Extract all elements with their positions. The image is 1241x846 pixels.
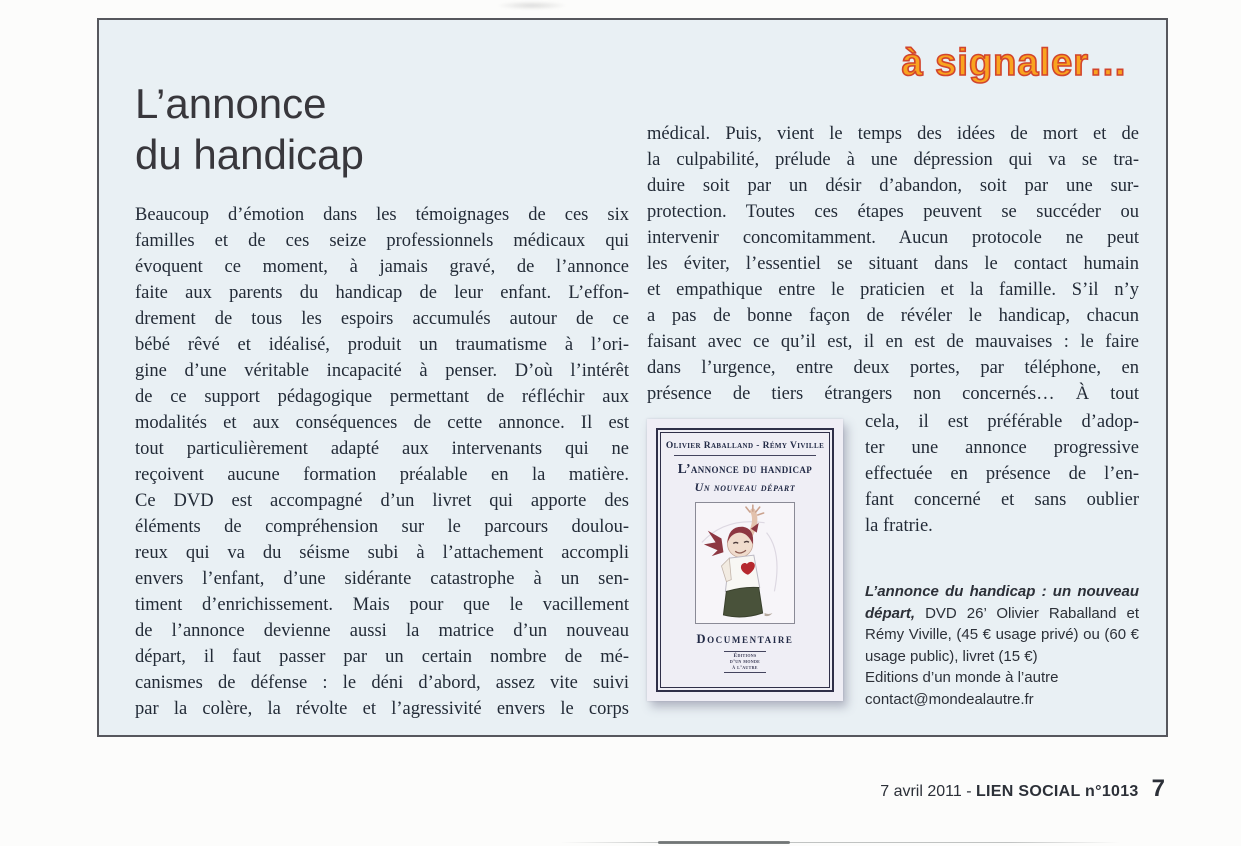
text-line: protection. Toutes ces étapes peuvent se succéder ou	[647, 202, 1139, 222]
text-line: drement de tous les espoirs accumulés autour de ce	[135, 309, 629, 329]
text-line: bébé rêvé et idéalisé, produit un traumatisme à l’ori-	[135, 335, 629, 355]
text-line: à l’autre	[732, 665, 758, 671]
article-panel	[97, 18, 1168, 737]
caption-title: L’annonce du handicap : un nouveau départ,	[865, 583, 1139, 622]
text-line: Ce DVD est accompagné d’un livret qui apporte des	[135, 491, 629, 511]
dvd-authors: Olivier Raballand - Rémy Viville	[665, 441, 825, 451]
text-line: évoquent ce moment, à jamais gravé, de l’annonce	[135, 257, 629, 277]
text-line: tout particulièrement adapté aux intervenants qui ne	[135, 439, 629, 459]
footer-page-number: 7	[1151, 775, 1165, 802]
text-line: intervenir concomitamment. Aucun protocole ne peut	[647, 228, 1139, 248]
text-line: fant concerné et sans oublier	[865, 490, 1139, 510]
article-title-line2: du handicap	[135, 131, 364, 178]
girl-drawing-illustration	[695, 502, 795, 624]
page-footer	[880, 775, 1165, 803]
text-line: la fratrie.	[865, 516, 933, 536]
text-line: faite aux parents du handicap de leur enfant. L’effon-	[135, 283, 629, 303]
text-line: et empathique entre le praticien et la famille. S’il n’y	[647, 280, 1139, 300]
right-column-text	[647, 121, 1139, 407]
dvd-publisher-logo	[724, 651, 766, 673]
text-line: ter une annonce progressive	[865, 438, 1139, 458]
dvd-caption	[865, 581, 1139, 710]
text-line: Éditions	[733, 653, 757, 659]
scan-smudge-artifact	[496, 1, 568, 10]
text-line: canismes de défense : le déni d’abord, assez vite suivi	[135, 673, 629, 693]
text-line: cela, il est préférable d’adop-	[865, 412, 1139, 432]
text-line: effectuée en présence de l’en-	[865, 464, 1139, 484]
dvd-subtitle: Un nouveau départ	[694, 480, 796, 494]
girl-illustration-svg	[696, 503, 794, 623]
text-line: présence de tiers étrangers non concernés… À tout	[647, 384, 1139, 404]
dvd-genre: Documentaire	[696, 632, 794, 646]
text-line: la culpabilité, prélude à une dépression qui va se tra-	[647, 150, 1139, 170]
dvd-cover-inner	[660, 432, 830, 688]
text-line: duire soit par un désir d’abandon, soit par une sur-	[647, 176, 1139, 196]
right-column	[647, 121, 1139, 710]
text-line: faisant avec ce qu’il est, il en est de mauvaises : le faire	[647, 332, 1139, 352]
text-line: départ, il faut passer par un certain nombre de mé-	[135, 647, 629, 667]
caption-contact: contact@mondealautre.fr	[865, 690, 1034, 708]
text-line: a pas de bonne façon de révéler le handicap, chacun	[647, 306, 1139, 326]
dvd-cover-card	[647, 419, 843, 701]
text-line: de ce support pédagogique permettant de réfléchir aux	[135, 387, 629, 407]
text-line: de l’annonce devienne aussi la matrice d’un nouveau	[135, 621, 629, 641]
caption-publisher: Editions d’un monde à l’autre	[865, 669, 1059, 686]
dvd-cover-frame	[656, 428, 834, 692]
caption-paragraph	[865, 581, 1139, 667]
footer-date: 7 avril 2011	[880, 783, 962, 800]
text-line: éléments de compréhension sur le parcours doulou-	[135, 517, 629, 537]
dvd-rule-divider	[674, 455, 816, 456]
text-line: médical. Puis, vient le temps des idées de mort et de	[647, 124, 1139, 144]
footer-magazine: LIEN SOCIAL n°1013	[975, 783, 1139, 800]
text-line: les éviter, l’essentiel se situant dans le contact humain	[647, 254, 1139, 274]
right-sub-column	[853, 409, 1139, 710]
text-line: reux qui va du séisme subi à l’attachement accompli	[135, 543, 629, 563]
right-column-wrap-text	[865, 409, 1139, 539]
text-line: modalités et aux conséquences de cette annonce. Il est	[135, 413, 629, 433]
media-row	[647, 409, 1139, 710]
article-title	[135, 78, 364, 180]
dvd-cover	[647, 409, 853, 710]
left-column-text	[135, 202, 629, 722]
scan-edge-line-artifact	[560, 842, 1120, 843]
article-title-line1: L’annonce	[135, 80, 327, 127]
section-label: à signaler…	[901, 42, 1128, 84]
text-line: Beaucoup d’émotion dans les témoignages de ces six	[135, 205, 629, 225]
text-line: timent d’enrichissement. Mais pour que le vacillement	[135, 595, 629, 615]
text-line: dans l’urgence, entre deux portes, par téléphone, en	[647, 358, 1139, 378]
scan-edge-dark-artifact	[658, 841, 790, 844]
text-line: gine d’une véritable incapacité à penser. D’où l’intérêt	[135, 361, 629, 381]
footer-separator: -	[961, 783, 976, 800]
text-line: d’un monde	[729, 659, 761, 665]
text-line: familles et de ces seize professionnels médicaux qui	[135, 231, 629, 251]
caption-details: DVD 26’ Olivier Raballand et Rémy Viville, (45 € usage privé) ou (60 € usage public), livret (15 €)	[865, 604, 1139, 665]
dvd-title: L’annonce du handicap	[677, 461, 813, 476]
text-line: par la colère, la révolte et l’agressivité envers le corps	[135, 699, 629, 719]
text-line: reçoivent aucune formation préalable en la matière.	[135, 465, 629, 485]
text-line: envers l’enfant, d’une sidérante catastrophe à un sen-	[135, 569, 629, 589]
